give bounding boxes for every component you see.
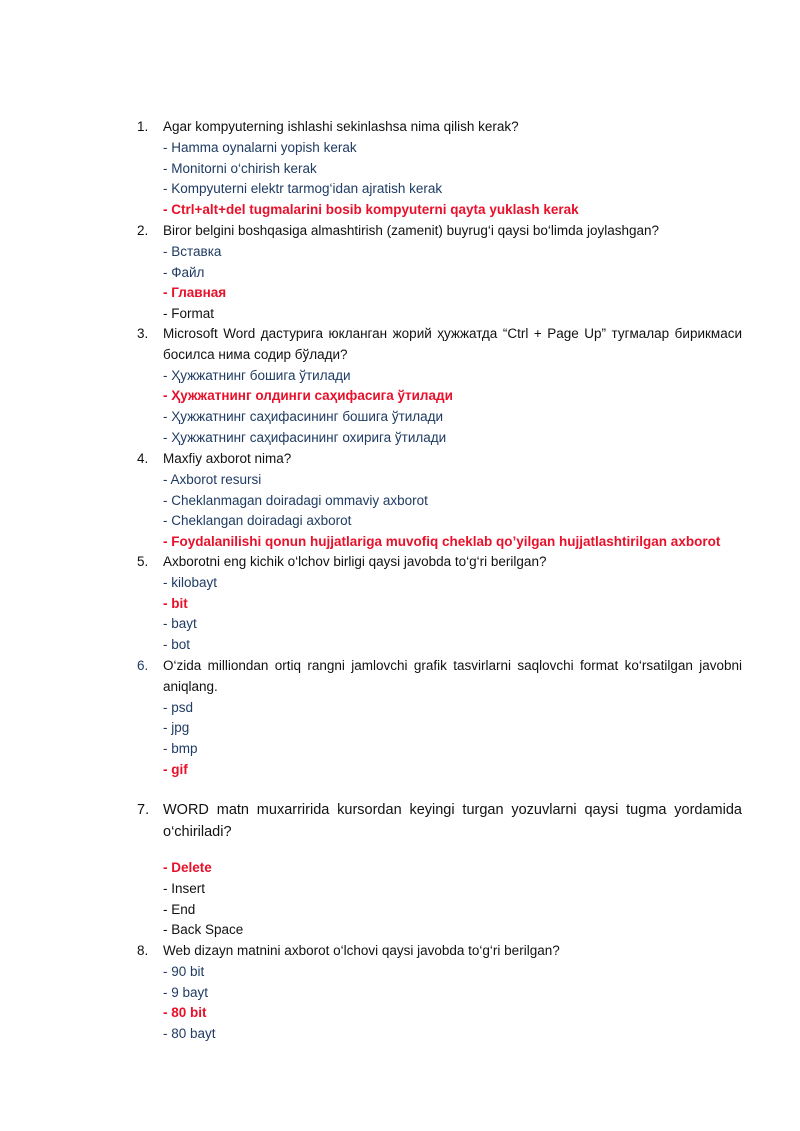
question-3-option-a: - Ҳужжатнинг бошига ўтилади bbox=[163, 367, 351, 383]
question-4-option-a: - Axborot resursi bbox=[163, 471, 262, 487]
question-2-option-b: - Файл bbox=[163, 264, 205, 280]
question-2-options bbox=[163, 242, 742, 325]
question-4-text: Maxfiy axborot nima? bbox=[163, 451, 292, 466]
question-3 bbox=[137, 324, 742, 449]
question-3-number: 3. bbox=[137, 326, 149, 341]
question-5-options bbox=[163, 573, 742, 656]
question-4-number: 4. bbox=[137, 451, 149, 466]
question-5 bbox=[137, 552, 742, 656]
question-1-text: Agar kompyuterning ishlashi sekinlashsa nima qilish kerak? bbox=[163, 119, 519, 134]
question-6-text: O‘zida milliondan ortiq rangni jamlovchi grafik tasvirlarni saqlovchi format ko‘rsatilgan javobni aniqlang. bbox=[163, 658, 742, 694]
question-1 bbox=[137, 117, 742, 221]
question-7-header bbox=[137, 799, 742, 843]
question-8-header bbox=[137, 941, 742, 962]
question-7-options bbox=[163, 858, 742, 941]
question-5-option-a: - kilobayt bbox=[163, 574, 218, 590]
question-8 bbox=[137, 941, 742, 1045]
question-5-option-c: - bayt bbox=[163, 616, 197, 632]
question-4-option-b: - Cheklanmagan doiradagi ommaviy axborot bbox=[163, 492, 428, 508]
question-2-header bbox=[137, 221, 742, 242]
question-8-option-a: - 90 bit bbox=[163, 963, 205, 979]
question-4-options bbox=[163, 470, 742, 553]
question-2-option-a: - Вставка bbox=[163, 243, 222, 259]
question-5-option-b-correct: - bit bbox=[163, 595, 188, 611]
question-3-option-c: - Ҳужжатнинг саҳифасининг бошига ўтилади bbox=[163, 409, 444, 425]
question-3-options bbox=[163, 366, 742, 449]
question-5-text: Axborotni eng kichik o‘lchov birligi qaysi javobda to‘g‘ri berilgan? bbox=[163, 554, 547, 569]
question-3-text: Microsoft Word дастурига юкланган жорий ҳужжатда “Ctrl + Page Up” тугмалар бирикмаси босилса нима содир бўлади? bbox=[163, 326, 742, 362]
question-7-number: 7. bbox=[137, 802, 150, 818]
question-3-option-b-correct: - Ҳужжатнинг олдинги саҳифасига ўтилади bbox=[163, 388, 453, 404]
question-4-header bbox=[137, 449, 742, 470]
question-6-options bbox=[163, 698, 742, 781]
question-6-option-d-correct: - gif bbox=[163, 761, 188, 777]
question-4-option-d-correct: - Foydalanilishi qonun hujjatlariga muvofiq cheklab qo’yilgan hujjatlashtirilgan axborot bbox=[163, 534, 721, 550]
question-8-number: 8. bbox=[137, 943, 149, 958]
question-8-text: Web dizayn matnini axborot o‘lchovi qaysi javobda to‘g‘ri berilgan? bbox=[163, 943, 560, 958]
question-3-header bbox=[137, 324, 742, 366]
question-2-text: Biror belgini boshqasiga almashtirish (zamenit) buyrug‘i qaysi bo‘limda joylashgan? bbox=[163, 223, 659, 238]
question-2-option-c-correct: - Главная bbox=[163, 285, 227, 301]
question-2-option-d: - Format bbox=[163, 306, 215, 322]
question-1-option-a: - Hamma oynalarni yopish kerak bbox=[163, 139, 357, 155]
question-5-number: 5. bbox=[137, 554, 149, 569]
question-1-option-d-correct: - Ctrl+alt+del tugmalarini bosib kompyuterni qayta yuklash kerak bbox=[163, 202, 579, 218]
question-5-header bbox=[137, 552, 742, 573]
question-6-option-c: - bmp bbox=[163, 741, 198, 757]
question-8-option-d: - 80 bayt bbox=[163, 1026, 216, 1042]
question-8-option-c-correct: - 80 bit bbox=[163, 1005, 207, 1021]
question-7 bbox=[137, 799, 742, 941]
question-6 bbox=[137, 656, 742, 781]
question-6-number: 6. bbox=[137, 658, 149, 673]
question-2-number: 2. bbox=[137, 223, 149, 238]
question-7-option-a-correct: - Delete bbox=[163, 860, 212, 875]
question-1-option-c: - Kompyuterni elektr tarmog‘idan ajratish kerak bbox=[163, 181, 443, 197]
question-6-option-a: - psd bbox=[163, 699, 194, 715]
question-3-option-d: - Ҳужжатнинг саҳифасининг охирига ўтилади bbox=[163, 429, 447, 445]
question-8-options bbox=[163, 962, 742, 1045]
question-1-number: 1. bbox=[137, 119, 149, 134]
question-4 bbox=[137, 449, 742, 553]
question-2 bbox=[137, 221, 742, 325]
question-6-header bbox=[137, 656, 742, 698]
question-4-option-c: - Cheklangan doiradagi axborot bbox=[163, 513, 352, 529]
question-6-option-b: - jpg bbox=[163, 720, 190, 736]
question-7-option-b: - Insert bbox=[163, 880, 206, 896]
question-7-text: WORD matn muxarririda kursordan keyingi turgan yozuvlarni qaysi tugma yordamida o‘chiriladi? bbox=[163, 802, 742, 840]
question-5-option-d: - bot bbox=[163, 637, 191, 653]
question-7-option-c: - End bbox=[163, 901, 196, 917]
question-8-option-b: - 9 bayt bbox=[163, 984, 209, 1000]
question-1-header bbox=[137, 117, 742, 138]
question-1-option-b: - Monitorni o‘chirish kerak bbox=[163, 160, 317, 176]
question-7-option-d: - Back Space bbox=[163, 922, 244, 938]
question-1-options bbox=[163, 138, 742, 221]
